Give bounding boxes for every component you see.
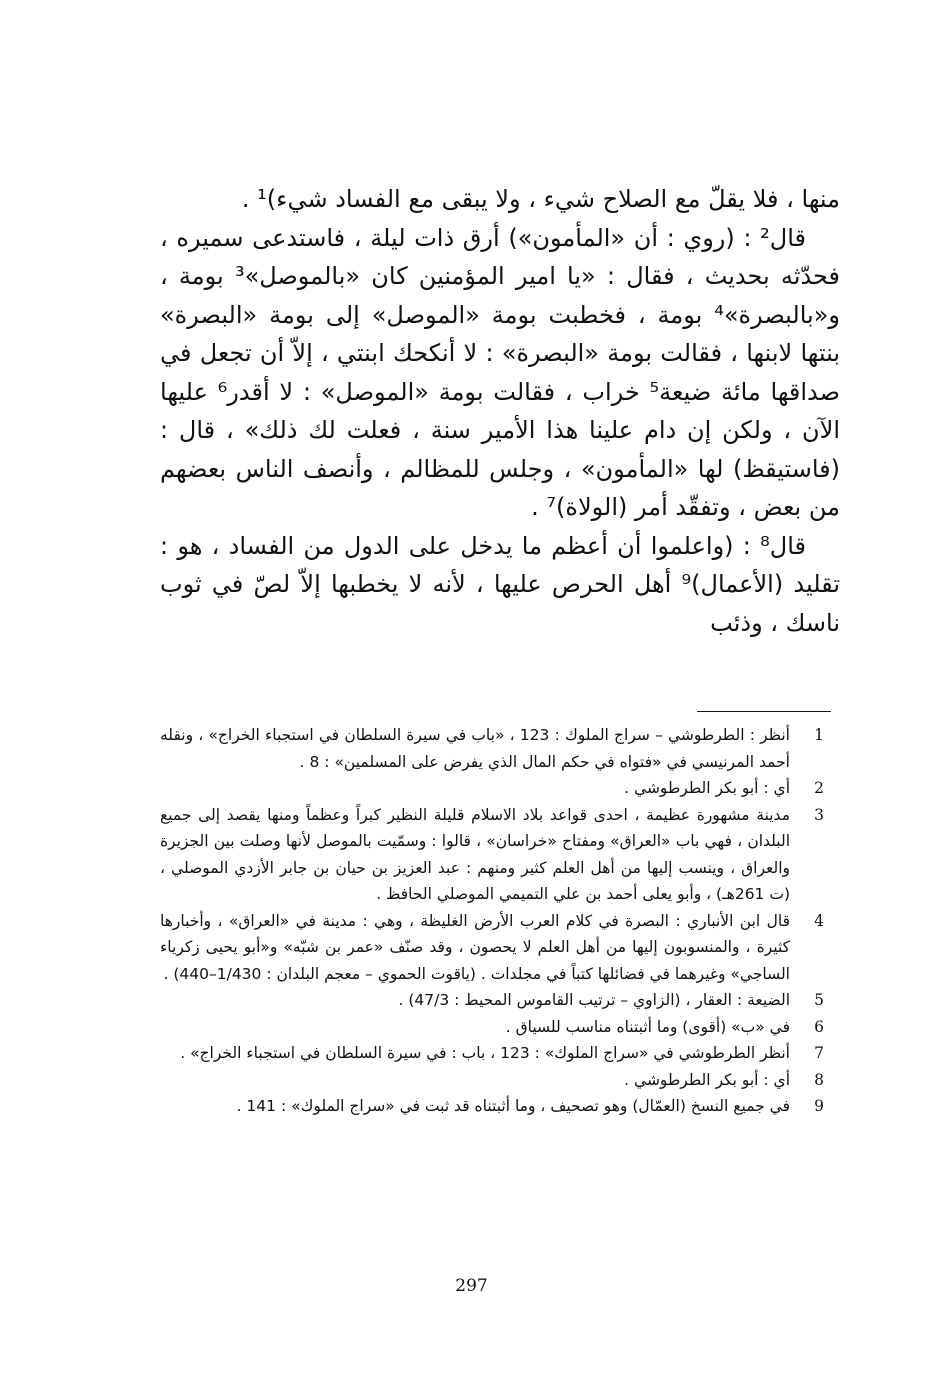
footnote-text: مدينة مشهورة عظيمة ، احدى قواعد بلاد الاسلام قليلة النظير كبراً وعظماً ومنها يقصد إلى جميع البلدان ، فهي باب «العراق» ومفتاح «خراسان» ، قالوا : وسمّيت بالموصل لأنها وصلت بين الجزيرة والعراق ، وينسب إليها من أهل العلم كثير ومنهم : عبد العزيز بن حيان بن جابر الأزدي الموصلي ، (ت 261هـ) ، وأبو يعلى أحمد بن علي التميمي الموصلي الحافظ . [160, 805, 790, 903]
footnote-number: 1 [814, 726, 824, 744]
footnote [160, 802, 840, 908]
footnote [160, 1014, 840, 1041]
paragraph: قال⁸ : (واعلموا أن أعظم ما يدخل على الدول من الفساد ، هو : تقليد (الأعمال)⁹ أهل الحرص عليها ، لأنه لا يخطبها إلاّ لصّ في ثوب ناسك ، وذئب [160, 531, 840, 637]
footnote [160, 987, 840, 1014]
footnote-text: الضيعة : العقار ، (الزاوي – ترتيب القاموس المحيط : 47/3) . [398, 991, 790, 1009]
main-text [160, 180, 840, 642]
footnote [160, 1093, 840, 1120]
footnote-number: 3 [814, 805, 824, 824]
footnote [160, 1067, 840, 1094]
footnote-number: 9 [814, 1097, 824, 1115]
footnote-number: 7 [814, 1044, 824, 1062]
footnote-separator [697, 711, 831, 712]
footnote-text: أنظر الطرطوشي في «سراج الملوك» : 123 ، باب : في سيرة السلطان في استجباء الخراج» . [180, 1044, 790, 1062]
footnote-number: 6 [814, 1017, 824, 1036]
footnote-text: أي : أبو بكر الطرطوشي . [624, 779, 790, 797]
paragraph: منها ، فلا يقلّ مع الصلاح شيء ، ولا يبقى مع الفساد شيء)¹ . [241, 185, 840, 213]
footnote [160, 1040, 840, 1067]
footnote-number: 8 [814, 1070, 824, 1089]
footnote-text: أنظر : الطرطوشي – سراج الملوك : 123 ، «باب في سيرة السلطان في استجباء الخراج» ، ونقله أحمد المرنيسي في «فتواه في حكم المال الذي يفرض على المسلمين» : 8 . [160, 726, 790, 771]
footnotes [160, 722, 840, 1120]
footnote [160, 908, 840, 988]
footnote-number: 5 [814, 991, 824, 1009]
paragraph: قال² : (روي : أن «المأمون») أرق ذات ليلة ، فاستدعى سميره ، فحدّثه بحديث ، فقال : «يا امير المؤمنين كان «بالموصل»³ بومة ، و«بالبصرة»⁴ بومة ، فخطبت بومة «الموصل» إلى بومة «البصرة» بنتها لابنها ، فقالت بومة «البصرة» : لا أنكحك ابنتي ، إلاّ أن تجعل في صداقها مائة ضيعة⁵ خراب ، فقالت بومة «الموصل» : لا أقدر⁶ عليها الآن ، ولكن إن دام علينا هذا الأمير سنة ، فعلت لك ذلك» ، قال : (فاستيقظ) لها «المأمون» ، وجلس للمظالم ، وأنصف الناس بعضهم من بعض ، وتفقّد أمر (الولاة)⁷ . [160, 223, 841, 521]
footnote-text: في جميع النسخ (العمّال) وهو تصحيف ، وما أثبتناه قد ثبت في «سراج الملوك» : 141 . [236, 1097, 790, 1115]
footnote-text: قال ابن الأنباري : البصرة في كلام العرب الأرض الغليظة ، وهي : مدينة في «العراق» ، وأخبارها كثيرة ، والمنسوبون إليها من أهل العلم لا يحصون ، وقد صنّف «عمر بن شبّه» و«أبو يحيى زكرياء الساجي» وغيرهما في فضائلها كتباً في مجلدات . (ياقوت الحموي – معجم البلدان : 1/430–440) . [160, 911, 790, 983]
footnote [160, 722, 840, 775]
footnote-number: 2 [814, 779, 824, 797]
footnote-number: 4 [814, 911, 824, 930]
footnote-text: في «ب» (أقوى) وما أثبتناه مناسب للسياق . [505, 1017, 790, 1036]
footnote [160, 775, 840, 802]
page-number: 297 [455, 1276, 488, 1296]
footnote-text: أي : أبو بكر الطرطوشي . [624, 1070, 790, 1089]
